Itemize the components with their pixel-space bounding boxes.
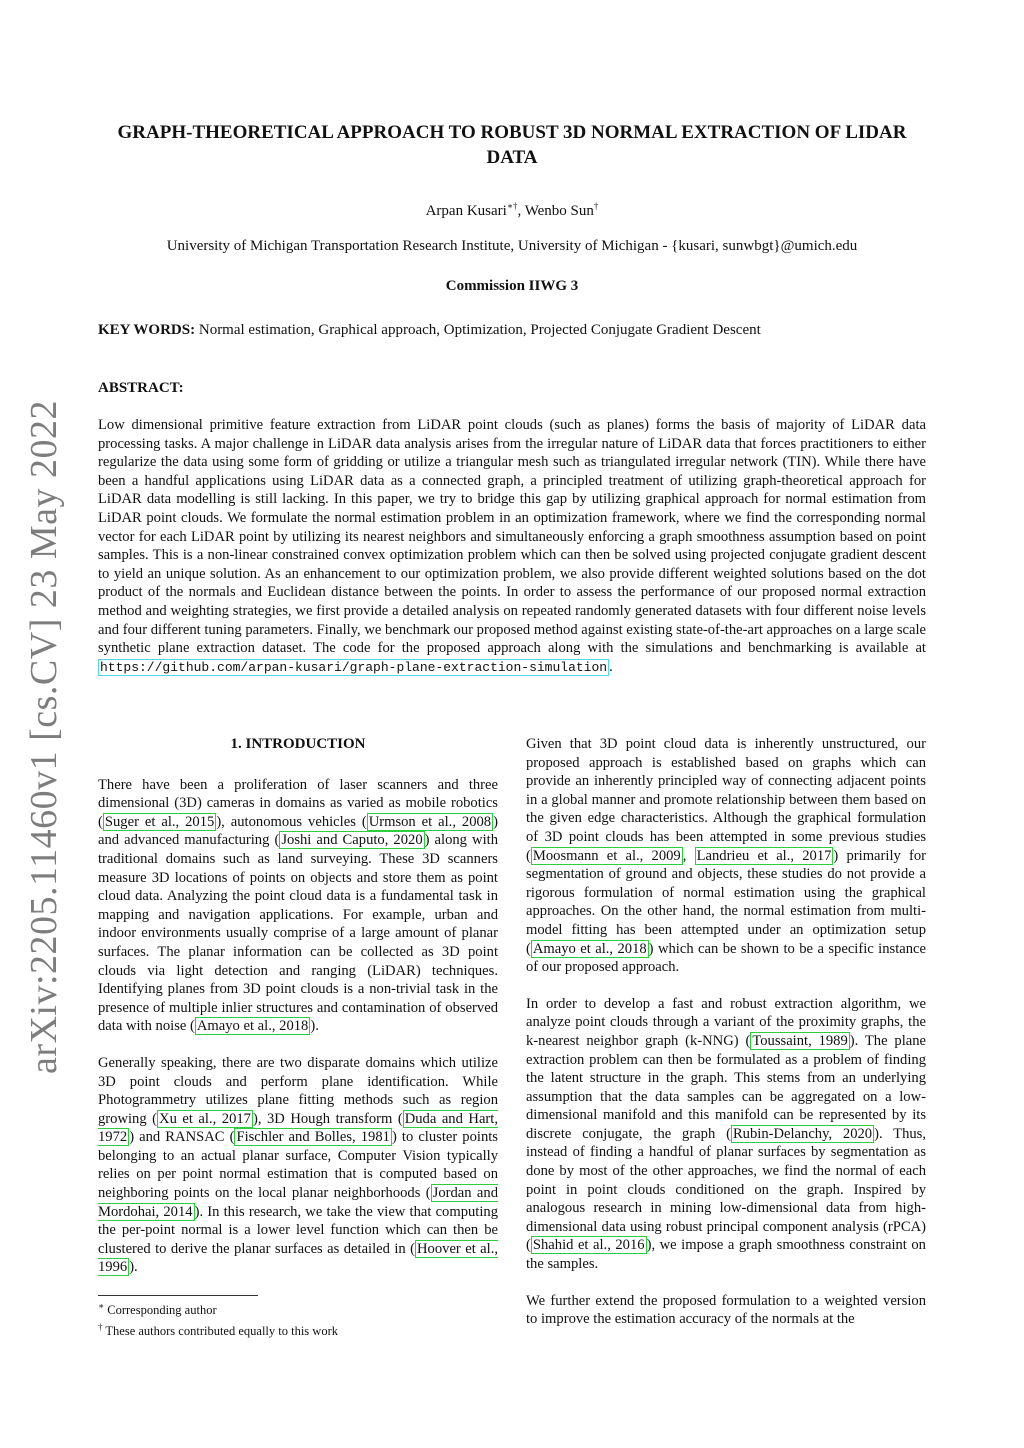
author-mark: † bbox=[593, 201, 599, 211]
citation-link[interactable]: Amayo et al., 2018 bbox=[532, 940, 647, 957]
abstract-body bbox=[98, 416, 926, 677]
footnote-mark: † bbox=[98, 1322, 103, 1333]
author-separator: , bbox=[517, 203, 525, 219]
text: ), 3D Hough transform ( bbox=[252, 1110, 403, 1127]
citation-link[interactable]: Duda and Hart, 1972 bbox=[98, 1110, 498, 1146]
citation-link[interactable]: Landrieu et al., 2017 bbox=[696, 847, 832, 864]
text: ). bbox=[310, 1018, 319, 1035]
code-link[interactable]: https://github.com/arpan-kusari/graph-plane-extraction-simulation bbox=[100, 659, 608, 675]
footnotes bbox=[98, 1298, 498, 1340]
text: ), we impose a graph smoothness constraint on the samples. bbox=[526, 1237, 926, 1273]
text: ). In this research, we take the view that computing the per-point normal is a lower level function which can then be clustered to derive the planar surfaces as detailed in ( bbox=[98, 1203, 498, 1257]
paragraph bbox=[526, 735, 926, 977]
section-heading: 1. INTRODUCTION bbox=[230, 736, 366, 752]
paragraph bbox=[526, 995, 926, 1274]
author-line bbox=[98, 201, 926, 220]
citation-link[interactable]: Urmson et al., 2008 bbox=[368, 813, 492, 830]
affiliation: University of Michigan Transportation Research Institute, University of Michigan - {kusari, sunwbgt}@umich.edu bbox=[166, 238, 858, 254]
abstract-heading: ABSTRACT: bbox=[98, 380, 184, 396]
abstract-text: Low dimensional primitive feature extraction from LiDAR point clouds (such as planes) forms the basis of majority of LiDAR data processing tasks. A major challenge in LiDAR data analysis arises from the irregular nature of LiDAR data that forces practitioners to either regularize the data using some form of gridding or utilize a triangular mesh such as triangulated irregular network (TIN). While there have been a handful applications using LiDAR data as a connected graph, a principled treatment of utilizing graph-theoretical approach for LiDAR data modelling is still lacking. In this paper, we try to bridge this gap by utilizing graphical approach for normal estimation from LiDAR point clouds. We formulate the normal estimation problem in an optimization framework, where we find the corresponding normal vector for each LiDAR point by utilizing its nearest neighbors and simultaneously enforcing a graph smoothness assumption based on point samples. This is a non-linear constrained convex optimization problem which can then be solved using projected conjugate gradient descent to yield an unique solution. As an enhancement to our optimization problem, we also provide different weighted solutions based on the dot product of the normals and Euclidean distance between the points. In order to assess the performance of our proposed normal extraction method and weighting strategies, we first provide a detailed analysis on repeated randomly generated datasets with four different noise levels and four different tuning parameters. Finally, we benchmark our proposed method against existing state-of-the-art approaches on a large scale synthetic plane extraction dataset. The code for the proposed approach along with the simulations and benchmarking is available at bbox=[98, 417, 926, 657]
text: , bbox=[682, 847, 695, 864]
citation-link[interactable]: Hoover et al., 1996 bbox=[98, 1240, 499, 1276]
text: ) which can be shown to be a specific instance of our proposed approach. bbox=[526, 940, 926, 976]
keywords bbox=[98, 322, 926, 339]
author-mark: ∗† bbox=[506, 201, 518, 211]
text: ). Thus, instead of finding a handful of planar surfaces by segmentation as done by most of the other approaches, we find the normal of each point in point clouds conditioned on the graph. Inspired by analogous research in mining low-dimensional data from high-dimensional data using robust principal component analysis (rPCA) ( bbox=[526, 1125, 927, 1254]
citation-link[interactable]: Shahid et al., 2016 bbox=[532, 1237, 645, 1254]
citation-link[interactable]: Amayo et al., 2018 bbox=[196, 1018, 309, 1035]
text: In order to develop a fast and robust extraction algorithm, we analyze point clouds through a variant of the proximity graphs, the k-nearest neighbor graph (k-NNG) ( bbox=[526, 995, 926, 1049]
footnote-mark: ∗ bbox=[98, 1301, 105, 1311]
footnote-text: Corresponding author bbox=[104, 1303, 217, 1318]
citation-link[interactable]: Suger et al., 2015 bbox=[104, 813, 215, 830]
text: ) to cluster points belonging to an actual planar surface, Computer Vision typically relies on per point normal estimation that is computed based on neighboring points on the local planar neighborhoods ( bbox=[98, 1129, 498, 1202]
keywords-label: KEY WORDS: bbox=[98, 322, 196, 338]
text: ) primarily for segmentation of ground and objects, these studies do not provide a rigorous formulation of normal estimation using the graphical approaches. On the other hand, the normal estimation from multi-model fitting has been attempted under an optimization setup ( bbox=[526, 847, 927, 957]
footnote-rule bbox=[98, 1295, 258, 1296]
abstract-end: . bbox=[609, 658, 613, 675]
footnote bbox=[98, 1298, 498, 1319]
arxiv-stamp: arXiv:2205.11460v1 [cs.CV] 23 May 2022 bbox=[23, 399, 65, 1075]
author-name: Arpan Kusari bbox=[425, 203, 507, 219]
citation-link[interactable]: Xu et al., 2017 bbox=[159, 1110, 251, 1127]
left-column bbox=[98, 735, 498, 1295]
text: ). The plane extraction problem can then be formulated as a problem of finding the latent structure in the graph. This stems from an underlying assumption that the data samples can be aggregated on a low-dimensional manifold and this manifold can be represented by its discrete conjugate, the graph ( bbox=[526, 1032, 927, 1142]
keywords-text: Normal estimation, Graphical approach, Optimization, Projected Conjugate Gradient Descent bbox=[195, 322, 761, 338]
right-column bbox=[526, 735, 926, 1347]
citation-link[interactable]: Moosmann et al., 2009 bbox=[532, 847, 681, 864]
paragraph bbox=[98, 776, 498, 1036]
paper-title: GRAPH-THEORETICAL APPROACH TO ROBUST 3D NORMAL EXTRACTION OF LIDAR DATA bbox=[117, 122, 907, 168]
text: ), autonomous vehicles ( bbox=[216, 813, 367, 830]
text: ) and advanced manufacturing ( bbox=[98, 813, 498, 849]
text: Generally speaking, there are two disparate domains which utilize 3D point clouds and perform plane identification. While Photogrammetry utilizes plane fitting methods such as region growing ( bbox=[98, 1054, 498, 1127]
text: There have been a proliferation of laser scanners and three dimensional (3D) cameras in domains as varied as mobile robotics ( bbox=[98, 776, 498, 830]
citation-link[interactable]: Toussaint, 1989 bbox=[752, 1032, 848, 1049]
citation-link[interactable]: Fischler and Bolles, 1981 bbox=[236, 1129, 390, 1146]
text: Given that 3D point cloud data is inherently unstructured, our proposed approach is established based on graphs which can provide an inherently principled way of connecting adjacent points in a global manner and promote relationship between them based on the given edge characteristics. Although the graphical formulation of 3D point clouds has been attempted in some previous studies ( bbox=[526, 736, 926, 864]
author-name: Wenbo Sun bbox=[524, 203, 594, 219]
text: ) along with traditional domains such as land surveying. These 3D scanners measure 3D locations of points on objects and store them as point cloud data. Analyzing the point cloud data is a fundamental task in mapping and navigation applications. For example, urban and indoor environments usually comprise of a large amount of planar surfaces. The planar information can be collected as 3D point clouds via light detection and ranging (LiDAR) techniques. Identifying planes from 3D point clouds is a non-trivial task in the presence of multiple inlier structures and contamination of observed data with noise ( bbox=[98, 832, 498, 1035]
text: ). bbox=[129, 1259, 138, 1276]
footnote bbox=[98, 1319, 498, 1340]
text: ) and RANSAC ( bbox=[129, 1129, 235, 1146]
paragraph bbox=[98, 1054, 498, 1277]
citation-link[interactable]: Rubin-Delanchy, 2020 bbox=[732, 1125, 873, 1142]
commission: Commission IIWG 3 bbox=[445, 278, 579, 294]
citation-link[interactable]: Joshi and Caputo, 2020 bbox=[281, 832, 423, 849]
paragraph: We further extend the proposed formulation to a weighted version to improve the estimation accuracy of the normals at the bbox=[526, 1292, 926, 1328]
citation-link[interactable]: Jordan and Mordohai, 2014 bbox=[98, 1185, 498, 1220]
footnote-text: These authors contributed equally to this work bbox=[102, 1324, 338, 1339]
